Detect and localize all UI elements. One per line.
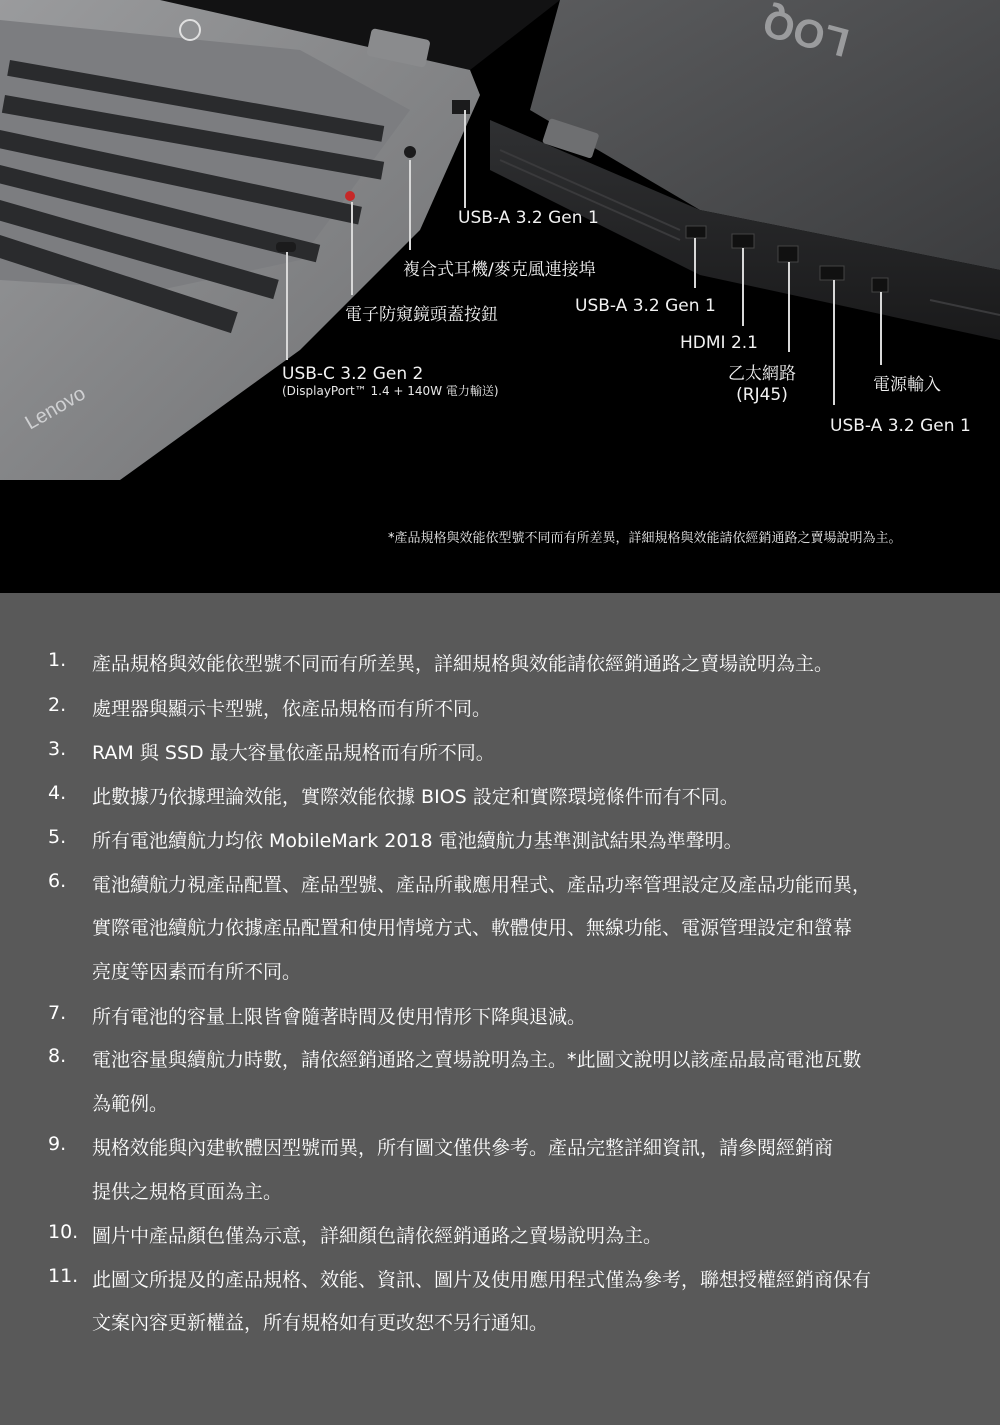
note-number: 1. [48, 649, 67, 671]
leader-webcam-shutter [351, 202, 353, 295]
label-webcam-shutter: 電子防窺鏡頭蓋按鈕 [345, 305, 498, 325]
leader-ethernet [788, 262, 790, 352]
label-usb-a-rear: USB-A 3.2 Gen 1 [575, 296, 716, 316]
note-number: 2. [48, 694, 67, 716]
note-text: 提供之規格頁面為主。 [92, 1181, 283, 1203]
leader-usb-a-rear2 [833, 280, 835, 405]
note-number: 3. [48, 738, 67, 760]
leader-usb-a-rear [694, 238, 696, 288]
note-number: 8. [48, 1045, 67, 1067]
leader-hdmi [742, 248, 744, 326]
note-text: 亮度等因素而有所不同。 [92, 961, 302, 983]
leader-usb-c [286, 252, 288, 360]
label-usb-a-top: USB-A 3.2 Gen 1 [458, 208, 599, 228]
note-text: 圖片中產品顏色僅為示意，詳細顏色請依經銷通路之賣場說明為主。 [92, 1225, 663, 1247]
leader-usb-a-top [464, 110, 466, 208]
note-number: 9. [48, 1133, 67, 1155]
label-usb-c-detail: (DisplayPort™ 1.4 + 140W 電力輸送) [282, 384, 499, 398]
note-text: 此圖文所提及的產品規格、效能、資訊、圖片及使用應用程式僅為參考，聯想授權經銷商保有 [92, 1269, 872, 1291]
product-hero-image [0, 0, 1000, 593]
footnotes-panel [0, 593, 1000, 1425]
note-text: 規格效能與內建軟體因型號而異，所有圖文僅供參考。產品完整詳細資訊，請參閱經銷商 [92, 1137, 834, 1159]
note-text: 實際電池續航力依據產品配置和使用情境方式、軟體使用、無線功能、電源管理設定和螢幕 [92, 917, 853, 939]
label-usb-a-rear2: USB-A 3.2 Gen 1 [830, 416, 971, 436]
note-text: 文案內容更新權益，所有規格如有更改恕不另行通知。 [92, 1312, 549, 1334]
note-text: 產品規格與效能依型號不同而有所差異，詳細規格與效能請依經銷通路之賣場說明為主。 [92, 653, 834, 675]
note-text: 為範例。 [92, 1093, 169, 1115]
label-power-input: 電源輸入 [873, 375, 941, 395]
label-usb-c: USB-C 3.2 Gen 2 [282, 364, 424, 384]
webcam-shutter-button [345, 191, 355, 201]
note-text: 所有電池的容量上限皆會隨著時間及使用情形下降與退減。 [92, 1006, 587, 1028]
note-text: 電池容量與續航力時數，請依經銷通路之賣場說明為主。*此圖文說明以該產品最高電池瓦數 [92, 1049, 862, 1071]
note-number: 4. [48, 782, 67, 804]
label-ethernet: 乙太網路 [728, 364, 796, 384]
note-text: 電池續航力視產品配置、產品型號、產品所載應用程式、產品功率管理設定及產品功能而異， [92, 874, 872, 896]
label-audio-port: 複合式耳機/麥克風連接埠 [403, 260, 596, 280]
label-hdmi: HDMI 2.1 [680, 333, 758, 353]
laptop-illustration [0, 0, 1000, 593]
note-number: 10. [48, 1221, 79, 1243]
audio-jack [404, 146, 416, 158]
note-number: 5. [48, 826, 67, 848]
note-text: RAM 與 SSD 最大容量依產品規格而有所不同。 [92, 742, 495, 764]
leader-audio [409, 160, 411, 250]
note-text: 所有電池續航力均依 MobileMark 2018 電池續航力基準測試結果為準聲明。 [92, 830, 743, 852]
usb-a-port [452, 100, 470, 114]
note-number: 6. [48, 870, 67, 892]
leader-power [880, 292, 882, 365]
usb-c-port [276, 242, 296, 252]
lid-logo: LOQ [758, 0, 854, 65]
lenovo-logo: Lenovo [21, 382, 90, 435]
label-ethernet-rj45: (RJ45) [736, 385, 788, 405]
note-text: 此數據乃依據理論效能，實際效能依據 BIOS 設定和實際環境條件而有不同。 [92, 786, 739, 808]
note-number: 7. [48, 1002, 67, 1024]
note-number: 11. [48, 1265, 79, 1287]
disclaimer-text: *產品規格與效能依型號不同而有所差異，詳細規格與效能請依經銷通路之賣場說明為主。 [388, 531, 902, 546]
note-text: 處理器與顯示卡型號，依產品規格而有所不同。 [92, 698, 492, 720]
